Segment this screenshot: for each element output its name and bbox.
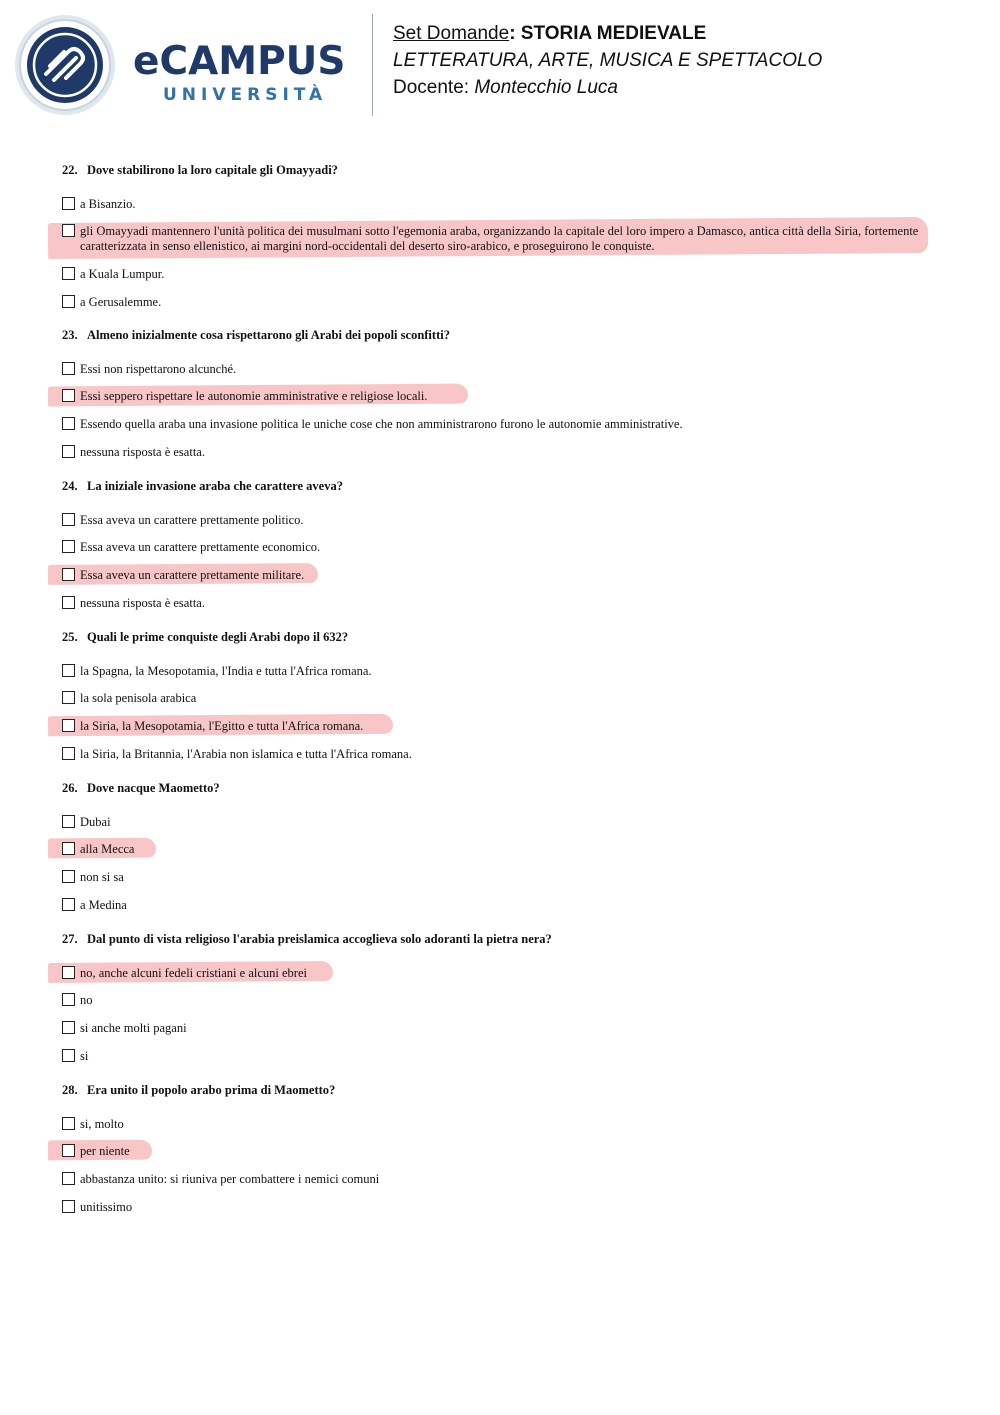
question-number: 27.	[62, 932, 78, 946]
answer-checkbox[interactable]	[62, 664, 75, 677]
answer-checkbox[interactable]	[62, 1021, 75, 1034]
answer-option[interactable]	[62, 513, 942, 528]
answer-text: la Spagna, la Mesopotamia, l'India e tutta l'Africa romana.	[80, 664, 372, 678]
answer-option[interactable]	[62, 224, 942, 254]
question-26	[62, 781, 942, 796]
answer-option[interactable]	[62, 1021, 942, 1036]
answer-checkbox[interactable]	[62, 224, 75, 237]
answer-checkbox[interactable]	[62, 1117, 75, 1130]
answer-option[interactable]	[62, 719, 942, 734]
answer-text: Essi seppero rispettare le autonomie amministrative e religiose locali.	[80, 389, 428, 403]
answer-option[interactable]	[62, 295, 942, 310]
ecampus-logo-emblem	[14, 14, 116, 116]
answer-text: abbastanza unito: si riuniva per combattere i nemici comuni	[80, 1172, 380, 1186]
answer-text: Dubai	[80, 815, 111, 829]
header-divider	[372, 14, 373, 116]
answer-text: Essi non rispettarono alcunché.	[80, 362, 237, 376]
answer-text: si, molto	[80, 1117, 124, 1131]
ecampus-wordmark	[133, 40, 358, 106]
teacher-label: Docente:	[393, 77, 475, 98]
header-text	[393, 20, 822, 101]
answer-checkbox[interactable]	[62, 815, 75, 828]
answer-checkbox[interactable]	[62, 267, 75, 280]
answer-checkbox[interactable]	[62, 842, 75, 855]
answer-option[interactable]	[62, 747, 942, 762]
teacher-line	[393, 74, 822, 101]
question-28	[62, 1083, 942, 1098]
teacher-name: Montecchio Luca	[474, 77, 618, 98]
question-text: Dal punto di vista religioso l'arabia preislamica accoglieva solo adoranti la pietra nera?	[87, 932, 552, 946]
answer-checkbox[interactable]	[62, 719, 75, 732]
answer-checkbox[interactable]	[62, 513, 75, 526]
answer-option[interactable]	[62, 993, 942, 1008]
answer-checkbox[interactable]	[62, 966, 75, 979]
question-text: Quali le prime conquiste degli Arabi dopo il 632?	[87, 630, 349, 644]
answer-checkbox[interactable]	[62, 898, 75, 911]
page-header	[0, 0, 1000, 125]
answer-text: la Siria, la Britannia, l'Arabia non islamica e tutta l'Africa romana.	[80, 747, 412, 761]
answer-option[interactable]	[62, 1144, 942, 1159]
answer-option[interactable]	[62, 1200, 942, 1215]
answer-checkbox[interactable]	[62, 389, 75, 402]
answer-checkbox[interactable]	[62, 568, 75, 581]
answer-checkbox[interactable]	[62, 540, 75, 553]
answer-option[interactable]	[62, 898, 942, 913]
brand-subtitle: UNIVERSITÀ	[163, 85, 328, 105]
answer-checkbox[interactable]	[62, 1172, 75, 1185]
answer-text: Essa aveva un carattere prettamente economico.	[80, 540, 321, 554]
answer-text: non si sa	[80, 870, 124, 884]
answer-text: nessuna risposta è esatta.	[80, 445, 205, 459]
answer-option[interactable]	[62, 870, 942, 885]
answer-option[interactable]	[62, 389, 942, 404]
course-title: STORIA MEDIEVALE	[520, 23, 707, 44]
answer-option[interactable]	[62, 267, 942, 282]
question-text: Era unito il popolo arabo prima di Maometto?	[87, 1083, 336, 1097]
answer-option[interactable]	[62, 1117, 942, 1132]
answer-option[interactable]	[62, 1172, 942, 1187]
answer-text: gli Omayyadi mantennero l'unità politica dei musulmani sotto l'egemonia araba, organizzando la capitale del loro impero a Damasco, antica città della Siria, fortemente caratterizzata in senso ellenistico, ai margini nord-occidentali del deserto siro-arabico, e proseguirono le conquiste.	[80, 224, 919, 253]
answer-option[interactable]	[62, 445, 942, 460]
answer-text: per niente	[80, 1144, 130, 1158]
answer-text: a Gerusalemme.	[80, 295, 162, 309]
answer-option[interactable]	[62, 197, 942, 212]
answer-checkbox[interactable]	[62, 870, 75, 883]
answer-checkbox[interactable]	[62, 362, 75, 375]
answer-checkbox[interactable]	[62, 691, 75, 704]
answer-option[interactable]	[62, 568, 942, 583]
question-number: 22.	[62, 163, 78, 177]
answer-text: si anche molti pagani	[80, 1021, 187, 1035]
question-24	[62, 479, 942, 494]
question-number: 26.	[62, 781, 78, 795]
answer-option[interactable]	[62, 815, 942, 830]
question-23	[62, 328, 942, 343]
answer-option[interactable]	[62, 966, 942, 981]
question-number: 25.	[62, 630, 78, 644]
question-22	[62, 163, 942, 178]
answer-checkbox[interactable]	[62, 445, 75, 458]
question-number: 28.	[62, 1083, 78, 1097]
question-27	[62, 932, 942, 947]
answer-text: no	[80, 993, 93, 1007]
question-25	[62, 630, 942, 645]
answer-checkbox[interactable]	[62, 596, 75, 609]
answer-text: la Siria, la Mesopotamia, l'Egitto e tutta l'Africa romana.	[80, 719, 364, 733]
answer-option[interactable]	[62, 417, 942, 432]
course-subtitle: LETTERATURA, ARTE, MUSICA E SPETTACOLO	[393, 50, 823, 71]
answer-checkbox[interactable]	[62, 1200, 75, 1213]
answer-checkbox[interactable]	[62, 747, 75, 760]
answer-option[interactable]	[62, 540, 942, 555]
answer-text: si	[80, 1049, 89, 1063]
question-text: La iniziale invasione araba che carattere aveva?	[87, 479, 343, 493]
set-title: Set Domande: STORIA MEDIEVALE	[393, 23, 707, 44]
answer-option[interactable]	[62, 664, 942, 679]
answer-option[interactable]	[62, 362, 942, 377]
answer-text: no, anche alcuni fedeli cristiani e alcuni ebrei	[80, 966, 307, 980]
answer-option[interactable]	[62, 842, 942, 857]
answer-option[interactable]	[62, 596, 942, 611]
question-number: 24.	[62, 479, 78, 493]
answer-checkbox[interactable]	[62, 1049, 75, 1062]
answer-checkbox[interactable]	[62, 197, 75, 210]
answer-text: a Kuala Lumpur.	[80, 267, 165, 281]
answer-text: unitissimo	[80, 1200, 133, 1214]
answer-text: alla Mecca	[80, 842, 135, 856]
answer-text: a Bisanzio.	[80, 197, 136, 211]
answer-checkbox[interactable]	[62, 295, 75, 308]
answer-checkbox[interactable]	[62, 1144, 75, 1157]
answer-text: nessuna risposta è esatta.	[80, 596, 205, 610]
answer-text: Essendo quella araba una invasione politica le uniche cose che non amministrarono furono le autonomie amministrative.	[80, 417, 683, 431]
question-text: Almeno inizialmente cosa rispettarono gli Arabi dei popoli sconfitti?	[87, 328, 450, 342]
answer-text: la sola penisola arabica	[80, 691, 197, 705]
answer-checkbox[interactable]	[62, 417, 75, 430]
answer-text: Essa aveva un carattere prettamente militare.	[80, 568, 305, 582]
question-number: 23.	[62, 328, 78, 342]
answer-option[interactable]	[62, 691, 942, 706]
answer-checkbox[interactable]	[62, 993, 75, 1006]
answer-text: a Medina	[80, 898, 127, 912]
brand-name: eCAMPUS	[133, 39, 346, 84]
question-text: Dove stabilirono la loro capitale gli Omayyadi?	[87, 163, 338, 177]
answer-option[interactable]	[62, 1049, 942, 1064]
question-text: Dove nacque Maometto?	[87, 781, 220, 795]
set-label: Set Domande	[393, 23, 510, 44]
answer-text: Essa aveva un carattere prettamente politico.	[80, 513, 304, 527]
